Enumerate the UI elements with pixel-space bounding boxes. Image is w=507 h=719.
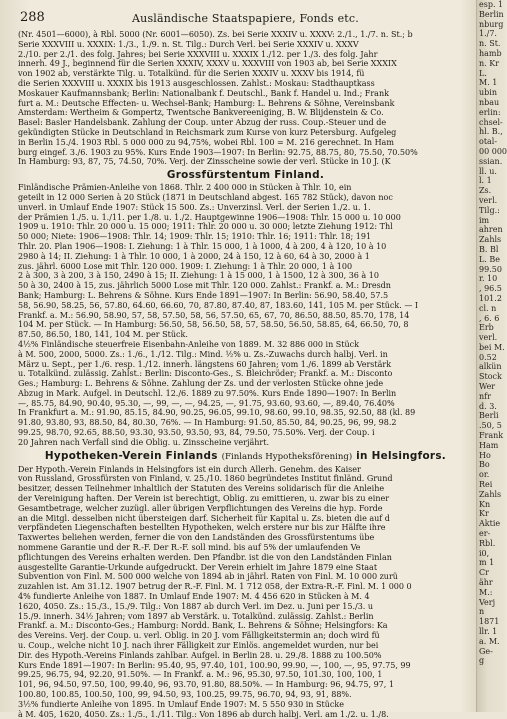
strip-line: 0.52	[479, 352, 497, 362]
text-line: Basel: Basler Handelsbank. Zahlung der Coup. unter Abzug der russ. Coup.-Steuer und de	[18, 118, 387, 128]
strip-line: hl. B.,	[479, 127, 503, 137]
text-line: 99.25, 98.70, 92.65, 88.50, 93.30, 93.50, 93.50, 93, 84, 79.50, 75.50%. Verj. der Coup. i	[18, 428, 375, 438]
text-line: 101, 96, 94.50, 97.50, 100, 99.40, 96, 93.70, 91.80, 88.50%. — In Hamburg: 96, 94.75, 97, 1	[18, 680, 394, 690]
text-line: 2./10. per 2./1. des folg. Jahres; bei Serie XXXVIII u. XXXIX 1./12. per 1./3. des folg. Jahr	[18, 49, 378, 59]
text-line: ausgestellte Garantie-Urkunde aufgedruckt. Der Verein erhielt im Jahre 1879 eine Staat	[18, 562, 378, 572]
strip-line: M.:	[479, 587, 493, 597]
strip-line: Wer	[479, 382, 496, 392]
page-header	[18, 8, 473, 30]
text-line: die Serien XXXVIII u. XXXIX bis 1913 ausgeschlossen. Zahlst.: Moskau: Stadthauptkass	[18, 78, 375, 88]
strip-line: 99.50	[479, 264, 502, 274]
text-line: Bank; Hamburg: L. Behrens & Söhne. Kurs Ende 1891—1907: In Berlin: 56.90, 58.40, 57.5	[18, 290, 389, 300]
text-line: Ges.; Hamburg: L. Behrens & Söhne. Zahlung der Zs. und der verlosten Stücke ohne jede	[18, 379, 384, 389]
text-line: 4% fundierte Anleihe von 1887. In Umlauf Ende 1907: M. 4 456 620 in Stücken à M. 4	[18, 592, 370, 602]
text-line: Serie XXXVIII u. XXXIX: 1./3., 1./9. n. St. Tilg.: Durch Verl. bei Serie XXXIV u. XXXV	[18, 39, 359, 49]
text-line: Kurs Ende 1891—1907: In Berlin: 95.40, 95, 97.40, 101, 100.90, 99.90, —, 100, —, 95, 97.75, 99	[18, 660, 411, 670]
text-line: 50 000; Niete: 1906—1908: Thlr. 14; 1909: Thlr. 15; 1910: Thlr. 16; 1911: Thlr. 18; 191	[18, 232, 372, 242]
text-line: der Prämien 1./5. u. 1./11. per 1./8. u. 1./2. Hauptgewinne 1906—1908: Thlr. 15 000 u. 10 000	[18, 212, 401, 222]
text-line: Finländische Prämien-Anleihe von 1868. Thlr. 2 400 000 in Stücken à Thlr. 10, ein	[18, 183, 352, 193]
strip-line: or.	[479, 470, 490, 480]
strip-line: er-	[479, 529, 491, 539]
text-block-verein-description	[18, 465, 473, 592]
text-line: Frankf. a. M.: Disconto-Ges.; Hamburg: Nordd. Bank, L. Behrens & Söhne; Helsingfors: Ka	[18, 621, 388, 631]
strip-line: ssian.	[479, 156, 503, 166]
text-line: 91.80, 93.80, 93, 88.50, 84, 80.30, 76%. — In Hamburg: 91.50, 85.50, 84, 90.25, 96, 99, 98.2	[18, 418, 397, 428]
text-block-4pct-anleihe	[18, 592, 473, 700]
text-block-continuation	[18, 30, 473, 167]
strip-line: Frank	[479, 431, 504, 441]
strip-line: Ho	[479, 450, 491, 460]
strip-line: nfr	[479, 391, 491, 401]
text-line: 3½% fundierte Anleihe von 1895. In Umlauf Ende 1907: M. 5 550 930 in Stücke	[18, 699, 344, 709]
strip-line: esp. 1	[479, 0, 504, 9]
strip-line: hamb	[479, 48, 502, 58]
strip-line: nburg	[479, 19, 504, 29]
text-line: 15./9. innerh. 34½ Jahren; vom 1897 ab Verstärk. u. Totalkünd. zulässig. Zahlst.: Berlin	[18, 611, 374, 621]
strip-line: verl.	[479, 195, 498, 205]
strip-line: l. 1	[479, 176, 492, 186]
strip-line: verl.	[479, 333, 498, 343]
strip-line: 00 000	[479, 146, 507, 156]
strip-line: .50, 5	[479, 421, 502, 431]
text-line: zus. jährl. 6000 Lose mit Thlr. 120 000. 1909: I. Ziehung: 1 à Thlr. 20 000, 1 à 100	[18, 261, 353, 271]
strip-line: n. Kr	[479, 58, 500, 68]
strip-line: erlin:	[479, 107, 501, 117]
strip-line: alkün	[479, 362, 502, 372]
text-line: von Russland, Grossfürsten von Finland, v. 25./10. 1860 begründetes Institut finländ. Grund	[18, 474, 393, 484]
strip-line: Rbl.	[479, 538, 496, 548]
strip-line: n. St.	[479, 39, 501, 49]
text-line: März u. Sept., per 1./6. resp. 1./12. innerh. längstens 60 Jahren; vom 1./6. 1899 ab Verstärk	[18, 359, 392, 369]
text-block-eisenbahn-anleihe	[18, 340, 473, 448]
strip-line: L.	[479, 68, 487, 78]
text-line: 1620, 4050. Zs.: 15./3., 15./9. Tilg.: Von 1887 ab durch Verl. im Dez. u. Juni per 15./3. u	[18, 601, 374, 611]
strip-line: Stock	[479, 372, 502, 382]
text-line: innerh. 49 J., beginnend für die Serien XXXIV, XXXV u. XXXVIII von 1903 ab, bei Serie XXXIX	[18, 59, 397, 69]
strip-line: B. Bl	[479, 244, 499, 254]
text-line: Subvention von Finl. M. 500 000 welche von 1894 ab in jährl. Raten von Finl. M. 10 000 zurü	[18, 572, 398, 582]
text-line: an die Mitgl. desselben nicht übersteigen darf. Sicherheit für Kapital u. Zs. bieten die auf d	[18, 513, 390, 523]
strip-line: g	[479, 656, 485, 666]
text-line: Abzug in Mark. Aufgel. in Deutschl. 12./6. 1889 zu 97.50%. Kurs Ende 1890—1907: In Berlin	[18, 388, 397, 398]
strip-line: L. Be	[479, 254, 501, 264]
text-line: pflichtungen des Vereins erhalten werden. Den Pfandbr. ist die von den Landständen Finlan	[18, 552, 392, 562]
text-line: geteilt in 12 000 Serien à 20 Stück (1871 in Deutschland abgest. 165 782 Stück), davon noc	[18, 192, 393, 202]
strip-line: llr. 1	[479, 627, 498, 636]
strip-line: chsel-	[479, 117, 503, 127]
text-line: Amsterdam: Wertheim & Gompertz, Twentsche Bankvereeniging, B. W. Blijdenstein & Co.	[18, 108, 384, 118]
strip-line: a. M.	[479, 636, 500, 646]
text-line: 50 à 30, 2400 à 15, zus. jährlich 5000 Lose mit Thlr. 120 000. Zahlst.: Frankf. a. M.: Dresdn	[18, 281, 391, 291]
section-heading-hypotheken-verein	[18, 449, 473, 465]
running-title: Ausländische Staatspapiere, Fonds etc.	[132, 12, 359, 25]
strip-line: Rei	[479, 480, 493, 490]
text-line: burg eingef. 3./6. 1903 zu 95%. Kurs Ende 1903—1907: In Berlin: 92.75, 88.75, 80, 75.50, 70.50%	[18, 147, 418, 157]
strip-line: , 96.5	[479, 284, 502, 294]
text-line: 87.50, 86.50, 180, 141, 104 M. per Stück.	[18, 330, 188, 340]
adjacent-page-strip	[476, 0, 505, 712]
strip-line: im	[479, 215, 490, 225]
strip-line: nbau	[479, 97, 500, 107]
text-line: Gesamtbetrage, welcher zuzügl. aller übrigen Verpflichtungen des Vereins die hyp. Forde	[18, 503, 383, 513]
strip-line: Berli	[479, 411, 499, 421]
text-line: Thlr. 20. Plan 1906—1908: I. Ziehung: 1 à Thlr. 15 000, 1 à 1000, 4 à 200, 4 à 120, 10 à 10	[18, 241, 387, 251]
strip-line: Ge-	[479, 646, 493, 656]
text-block-praemien-anleihe	[18, 183, 473, 340]
page-number: 288	[20, 10, 45, 25]
text-line: 4½% Finländische steuerfreie Eisenbahn-Anleihe von 1889. M. 32 886 000 in Stück	[18, 339, 359, 349]
text-line: 20 Jahren nach Verfall sind die Oblig. u. Zinsscheine verjährt.	[18, 437, 269, 447]
text-line: 2980 à 14; II. Ziehung: 1 à Thlr. 10 000, 1 à 2000, 24 à 150, 12 à 60, 64 à 30, 2000 à 1	[18, 251, 370, 261]
strip-line: otal-	[479, 137, 498, 147]
text-line: in Berlin 15./4. 1903 Rbl. 5 000 000 zu 94,75%, wobei Rbl. 100 = M. 216 gerechnet. In Ham	[18, 137, 394, 147]
text-line: (Nr. 4501—6000), à Rbl. 5000 (Nr. 6001—6050). Zs. bei Serie XXXIV u. XXXV: 2./1., 1./7. n. St.; b	[18, 30, 413, 39]
strip-line: M. 1	[479, 78, 498, 88]
text-line: 100.80, 100.85, 100.50, 100, 99, 94.50, 93, 100.25, 99.75, 96.70, 94, 93, 91, 88%.	[18, 690, 352, 699]
strip-line: 101.2	[479, 293, 502, 303]
strip-line: Zahls	[479, 489, 502, 499]
strip-line: Ham	[479, 440, 499, 450]
strip-line: Kn	[479, 499, 491, 509]
text-line: In Hamburg: 93, 87, 75, 74.50, 70%. Verj. der Zinsscheine sowie der verl. Stücke in 10 J. (K	[18, 157, 391, 167]
text-line: furt a. M.: Deutsche Effecten- u. Wechsel-Bank; Hamburg: L. Behrens & Söhne, Vereinsbank	[18, 98, 395, 108]
strip-line: d. 3.	[479, 401, 497, 411]
strip-line: 1./7.	[479, 29, 497, 39]
text-line: In Frankfurt a. M.: 91.90, 85.15, 84.90, 90.25, 96.05, 99.10, 98.60, 99.10, 98.35, 92.50, 88 (kl. 89	[18, 408, 416, 418]
text-line: gekündigten Stücke in Deutschland in Reichsmark zum Kurse von kurz Petersburg. Aufgeleg	[18, 127, 397, 137]
text-line: Dir. des Hypoth.-Vereins Finlands zahlbar. Aufgel. in Berlin 28. u. 29./8. 1888 zu 100.50%	[18, 650, 382, 660]
text-line: Moskauer Kaufmannsbank; Berlin: Nationalbank f. Deutschl., Bank f. Handel u. Ind.; Frank	[18, 88, 389, 98]
strip-line: Erb	[479, 323, 494, 333]
heading-main: Hypotheken-Verein Finlands	[44, 449, 218, 462]
strip-line: m 1	[479, 558, 495, 568]
text-line: 104 M. per Stück. — In Hamburg: 56.50, 58, 56.50, 58, 57, 58.50, 56.50, 58.85, 64, 66.50, 70, 8	[18, 320, 409, 330]
strip-line: r. 10	[479, 274, 498, 284]
text-line: 1909 u. 1910: Thlr. 20 000 u. 15 000; 1911: Thlr. 20 000 u. 30 000; letzte Ziehung 1912: Thl	[18, 222, 393, 232]
text-line: von 1902 ab, verstärkte Tilg. u. Totalkünd. für die Serien XXXIV u. XXXV bis 1914, fü	[18, 69, 365, 79]
strip-line: Aktie	[479, 519, 501, 529]
strip-line: i0,	[479, 548, 490, 558]
text-line: à M. 405, 1620, 4050. Zs.: 1./5., 1./11. Tilg.: Von 1896 ab durch halbj. Verl. am 1./2. u. 1./8.	[18, 709, 389, 719]
strip-line: Bo	[479, 460, 490, 470]
strip-line: Tilg.:	[479, 205, 500, 215]
text-line: zuzahlen ist. Am 31.12. 1907 betrug der R.-F. Finl. M. 1 712 058, der Extra-R.-F. Finl. M. 1 000 0	[18, 582, 412, 592]
strip-line: ubin	[479, 88, 497, 98]
strip-line: ähr	[479, 578, 493, 588]
text-line: unverl. in Umlauf Ende 1907: Stück 15 500. Zs.: Unverzinsl. Verl. der Serien 1./2. u. 1.	[18, 202, 371, 212]
text-line: verpfändeten Liegenschaften bestellten Hypotheken, welch erstere nur bis zur Hälfte ihre	[18, 523, 386, 533]
strip-line: cl. n	[479, 303, 497, 313]
text-line: Der Hypoth.-Verein Finlands in Helsingfors ist ein durch Allerh. Genehm. des Kaiser	[18, 464, 361, 474]
strip-line: ahren	[479, 225, 503, 235]
strip-line: Zs.	[479, 186, 492, 196]
text-block-3-5pct-anleihe	[18, 700, 473, 719]
strip-line: , 6. 6	[479, 313, 500, 323]
text-line: nommene Garantie und der R.-F. Der R.-F. soll mind. bis auf 5% der umlaufenden Ve	[18, 543, 361, 553]
text-line: besitzer, dessen Teilnehmer inhaltlich der Statuten des Vereins solidarisch für die Anleihe	[18, 484, 385, 494]
section-heading-finland: Grossfürstentum Finland.	[166, 169, 325, 182]
text-line: 2 à 300, 3 à 200, 3 à 150, 2490 à 15; II. Ziehung: 1 à 15 000, 1 à 1500, 12 à 300, 36 à 10	[18, 271, 379, 281]
strip-line: Kr	[479, 509, 489, 519]
strip-line: bei M.	[479, 342, 505, 352]
strip-line: Verj	[479, 597, 496, 607]
text-line: u. Coup., welche nicht 10 J. nach ihrer Fälligkeit zur Einlös. angemeldet wurden, nur bei	[18, 641, 379, 651]
text-line: der Vereinigung haften. Der Verein ist berechtigt, Oblig. zu emittieren, u. zwar bis zu einer	[18, 494, 390, 504]
text-line: Taxwertes beliehen werden, ferner die von den Landständen des Grossfürstentums übe	[18, 533, 375, 543]
text-line: —, 85.75, 84.90, 90.40, 95.30, —, 99, —, —, 94.25, —, 91.75, 93.60, 93.60, —, 89.40, 76.40%	[18, 398, 395, 408]
text-line: des Vereins. Verj. der Coup. u. verl. Oblig. in 20 J. vom Fälligkeitstermin an; doch wird fü	[18, 631, 380, 641]
strip-line: 1871	[479, 617, 500, 627]
text-line: u. Totalkünd. zulässig. Zahlst.: Berlin: Disconto-Ges., S. Bleichröder; Frankf. a. M.: Disconto	[18, 369, 393, 379]
strip-line: Cr	[479, 568, 489, 578]
text-line: Frankf. a. M.: 56.90, 58.90, 57, 58, 57.50, 58, 56, 57.50, 65, 67, 70, 86.50, 88.50, 85.70, 178, 14	[18, 310, 410, 320]
text-line: 58, 56.90, 58.25, 56, 57.80, 64.60, 66.60, 70, 87.80, 87.40, 87, 183.60, 141, 105 M. per Stück. — I	[18, 300, 419, 310]
strip-line: Zahls	[479, 235, 502, 245]
strip-line: n	[479, 607, 485, 617]
heading-sub: (Finlands Hypotheksförening)	[221, 451, 353, 462]
main-column	[18, 0, 473, 719]
text-line: à M. 500, 2000, 5000. Zs.: 1./6., 1./12. Tilg.: Mind. ½% u. Zs.-Zuwachs durch halbj. Verl. in	[18, 349, 388, 359]
heading-place: in Helsingfors.	[356, 449, 447, 462]
text-line: 99.25, 96.75, 94, 92.20, 91.50%. — In Frankf. a. M.: 96, 95.30, 97.50, 101.30, 100, 100, 1	[18, 670, 383, 680]
strip-line: Berlin	[479, 9, 504, 19]
strip-line: ll. u.	[479, 166, 497, 176]
